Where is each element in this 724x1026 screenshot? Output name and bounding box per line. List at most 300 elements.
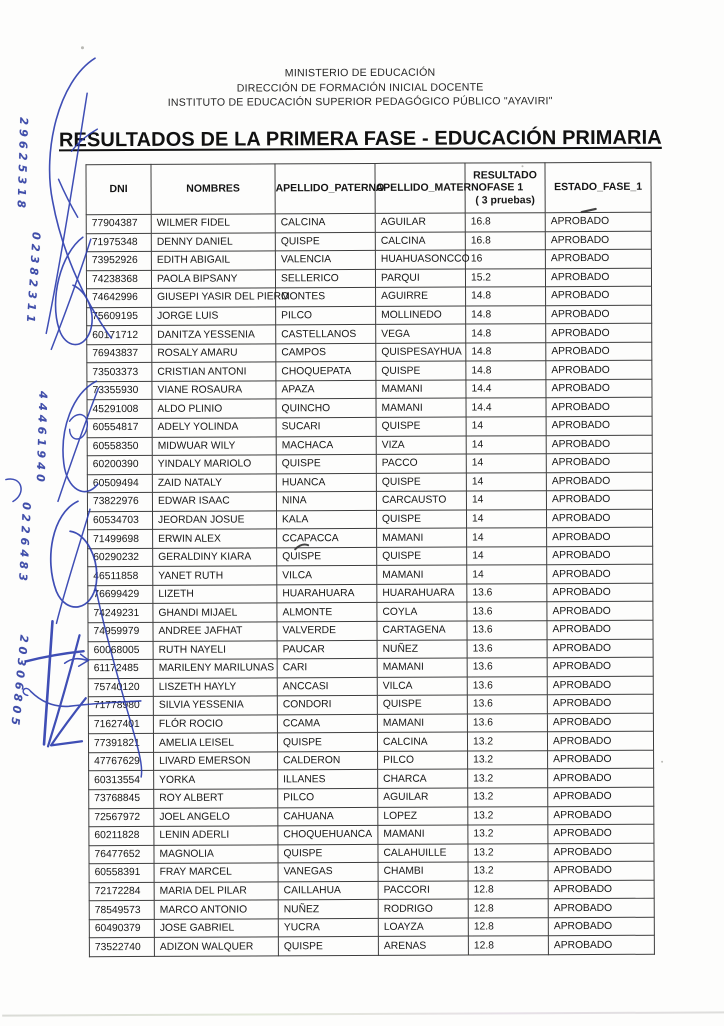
- table-row: [87, 435, 652, 456]
- cell-resultado: 13.2: [468, 825, 548, 844]
- cell-nombres: ADELY YOLINDA: [152, 418, 276, 437]
- table-row: [89, 769, 654, 790]
- cell-apellido_materno: QUISPE: [376, 417, 466, 436]
- cell-estado: APROBADO: [548, 787, 654, 806]
- cell-resultado: 14: [466, 454, 546, 473]
- col-header-apellido-paterno: APELLIDO_PATERNO: [275, 163, 375, 213]
- cell-nombres: MARCO ANTONIO: [154, 900, 278, 919]
- cell-resultado: 16: [465, 250, 545, 269]
- cell-dni: 46511858: [88, 567, 153, 586]
- cell-resultado: 13.6: [467, 676, 547, 695]
- cell-apellido_materno: LOAYZA: [378, 918, 468, 937]
- table-row: [89, 806, 654, 827]
- table-row: [89, 824, 654, 845]
- cell-nombres: YINDALY MARIOLO: [152, 455, 276, 474]
- cell-apellido_paterno: QUISPE: [278, 937, 378, 956]
- cell-dni: 74249231: [88, 604, 153, 623]
- cell-nombres: ADIZON WALQUER: [154, 937, 278, 956]
- cell-apellido_paterno: CASTELLANOS: [276, 325, 376, 344]
- cell-apellido_paterno: MONTES: [276, 288, 376, 307]
- cell-nombres: MARIA DEL PILAR: [154, 882, 278, 901]
- cell-resultado: 14.8: [466, 324, 546, 343]
- table-row: [87, 453, 652, 474]
- cell-apellido_paterno: SELLERICO: [275, 269, 375, 288]
- cell-apellido_paterno: CALCINA: [275, 213, 375, 232]
- cell-estado: APROBADO: [545, 268, 651, 287]
- cell-apellido_paterno: VANEGAS: [278, 863, 378, 882]
- table-row: [87, 286, 652, 307]
- cell-apellido_paterno: NINA: [276, 492, 376, 511]
- table-row: [86, 249, 651, 270]
- table-row: [89, 861, 654, 882]
- cell-apellido_materno: NUÑEZ: [377, 640, 467, 659]
- cell-estado: APROBADO: [546, 472, 652, 491]
- cell-dni: 74959979: [88, 622, 153, 641]
- cell-dni: 60558350: [87, 437, 152, 456]
- cell-apellido_materno: CALCINA: [377, 732, 467, 751]
- cell-nombres: JOEL ANGELO: [154, 807, 278, 826]
- cell-apellido_materno: RODRIGO: [378, 899, 468, 918]
- cell-dni: 73503373: [87, 363, 152, 382]
- cell-dni: 60558391: [89, 864, 154, 883]
- header-row: [86, 162, 651, 214]
- cell-nombres: ROY ALBERT: [154, 789, 278, 808]
- col-header-dni: DNI: [86, 164, 151, 214]
- cell-apellido_materno: COYLA: [377, 603, 467, 622]
- resultado-line1: RESULTADO: [473, 168, 537, 182]
- cell-resultado: 12.8: [468, 880, 548, 899]
- cell-dni: 73355930: [87, 381, 152, 400]
- cell-dni: 60554817: [87, 418, 152, 437]
- cell-apellido_paterno: YUCRA: [278, 918, 378, 937]
- handwritten-number: 02382311: [23, 231, 43, 328]
- results-table: [85, 162, 654, 957]
- cell-estado: APROBADO: [546, 509, 652, 528]
- cell-dni: 60313554: [89, 771, 154, 790]
- letterhead: [0, 64, 722, 111]
- cell-dni: 71499698: [88, 530, 153, 549]
- cell-dni: 75609195: [87, 307, 152, 326]
- cell-dni: 71627401: [88, 715, 153, 734]
- cell-estado: APROBADO: [547, 676, 653, 695]
- cell-resultado: 13.2: [468, 862, 548, 881]
- document-title: RESULTADOS DE LA PRIMERA FASE - EDUCACIÓN PRIMARIA: [58, 126, 662, 152]
- cell-estado: APROBADO: [546, 342, 652, 361]
- resultado-line2: FASE 1: [486, 181, 524, 194]
- cell-apellido_materno: VEGA: [376, 324, 466, 343]
- cell-estado: APROBADO: [546, 490, 652, 509]
- cell-estado: APROBADO: [546, 453, 652, 472]
- cell-apellido_paterno: CCAMA: [277, 714, 377, 733]
- cell-nombres: EDITH ABIGAIL: [151, 251, 275, 270]
- cell-apellido_materno: MAMANI: [377, 658, 467, 677]
- cell-dni: 77391821: [88, 734, 153, 753]
- cell-apellido_paterno: VILCA: [277, 566, 377, 585]
- cell-apellido_paterno: CCAPACCA: [277, 529, 377, 548]
- cell-apellido_paterno: ILLANES: [278, 770, 378, 789]
- cell-nombres: YANET RUTH: [153, 566, 277, 585]
- cell-resultado: 13.2: [468, 788, 548, 807]
- table-row: [87, 305, 652, 326]
- table-row: [88, 732, 653, 753]
- cell-apellido_materno: QUISPE: [376, 510, 466, 529]
- cell-estado: APROBADO: [548, 880, 654, 899]
- cell-apellido_paterno: QUISPE: [277, 733, 377, 752]
- cell-estado: APROBADO: [546, 435, 652, 454]
- table-row: [86, 268, 651, 289]
- cell-nombres: EDWAR ISAAC: [152, 492, 276, 511]
- cell-apellido_materno: MAMANI: [377, 565, 467, 584]
- scan-edge-line: [2, 1011, 724, 1016]
- cell-apellido_paterno: KALA: [276, 510, 376, 529]
- cell-resultado: 13.6: [467, 658, 547, 677]
- cell-apellido_paterno: CHOQUEPATA: [276, 362, 376, 381]
- cell-apellido_materno: AGUILAR: [378, 788, 468, 807]
- cell-apellido_paterno: QUISPE: [275, 232, 375, 251]
- cell-dni: 76943837: [87, 344, 152, 363]
- cell-estado: APROBADO: [548, 806, 654, 825]
- cell-apellido_paterno: VALENCIA: [275, 251, 375, 270]
- cell-estado: APROBADO: [547, 565, 653, 584]
- cell-nombres: SILVIA YESSENIA: [153, 696, 277, 715]
- cell-resultado: 13.6: [467, 713, 547, 732]
- cell-nombres: DENNY DANIEL: [151, 232, 275, 251]
- cell-estado: APROBADO: [548, 769, 654, 788]
- cell-nombres: FRAY MARCEL: [154, 863, 278, 882]
- cell-apellido_materno: PARQUI: [375, 269, 465, 288]
- cell-nombres: GERALDINY KIARA: [153, 548, 277, 567]
- document-title-wrap: [0, 126, 722, 152]
- cell-apellido_paterno: CALDERON: [278, 751, 378, 770]
- cell-dni: 60509494: [87, 474, 152, 493]
- table-row: [88, 546, 653, 567]
- cell-estado: APROBADO: [546, 379, 652, 398]
- signature-middle: [5, 381, 99, 501]
- cell-resultado: 15.2: [465, 268, 545, 287]
- table-row: [87, 379, 652, 400]
- cell-apellido_materno: QUISPE: [377, 547, 467, 566]
- table-row: [88, 657, 653, 678]
- table-row: [87, 398, 652, 419]
- table-row: [89, 917, 654, 938]
- cell-dni: 73522740: [89, 938, 154, 957]
- cell-dni: 71778980: [88, 697, 153, 716]
- cell-estado: APROBADO: [548, 824, 654, 843]
- cell-estado: APROBADO: [546, 398, 652, 417]
- cell-nombres: LIVARD EMERSON: [154, 752, 278, 771]
- cell-dni: 75740120: [88, 678, 153, 697]
- cell-dni: 74238368: [86, 270, 151, 289]
- cell-resultado: 14.8: [466, 361, 546, 380]
- cell-resultado: 13.2: [468, 751, 548, 770]
- cell-resultado: 12.8: [468, 899, 548, 918]
- cell-apellido_materno: HUARAHUARA: [377, 584, 467, 603]
- cell-apellido_paterno: ANCCASI: [277, 677, 377, 696]
- cell-dni: 60490379: [89, 919, 154, 938]
- cell-apellido_materno: CARCAUSTO: [376, 491, 466, 510]
- cell-apellido_materno: MAMANI: [377, 714, 467, 733]
- cell-apellido_materno: AGUIRRE: [376, 287, 466, 306]
- table-row: [88, 583, 653, 604]
- cell-dni: 47767629: [89, 752, 154, 771]
- cell-resultado: 12.8: [468, 936, 548, 955]
- cell-resultado: 14: [467, 528, 547, 547]
- org-line-institute: INSTITUTO DE EDUCACIÓN SUPERIOR PEDAGÓGICO PÚBLICO "AYAVIRI": [167, 95, 553, 110]
- cell-apellido_paterno: CAILLAHUA: [278, 881, 378, 900]
- cell-dni: 73952926: [86, 252, 151, 271]
- cell-estado: APROBADO: [547, 546, 653, 565]
- cell-resultado: 13.6: [467, 695, 547, 714]
- cell-apellido_materno: PILCO: [378, 751, 468, 770]
- col-header-nombres: NOMBRES: [151, 164, 275, 215]
- cell-dni: 60534703: [87, 511, 152, 530]
- cell-nombres: YORKA: [154, 770, 278, 789]
- cell-apellido_paterno: NUÑEZ: [278, 900, 378, 919]
- cell-dni: 60171712: [87, 326, 152, 345]
- cell-apellido_paterno: MACHACA: [276, 436, 376, 455]
- cell-apellido_paterno: QUINCHO: [276, 399, 376, 418]
- cell-nombres: RUTH NAYELI: [153, 640, 277, 659]
- cell-apellido_materno: CALAHUILLE: [378, 844, 468, 863]
- cell-estado: APROBADO: [545, 249, 651, 268]
- cell-estado: APROBADO: [548, 917, 654, 936]
- cell-estado: APROBADO: [545, 212, 651, 231]
- cell-resultado: 14.8: [466, 287, 546, 306]
- cell-resultado: 13.2: [468, 806, 548, 825]
- handwritten-number: 20306805: [8, 634, 31, 730]
- cell-nombres: JEORDAN JOSUE: [152, 511, 276, 530]
- table-row: [87, 472, 652, 493]
- cell-apellido_paterno: CAHUANA: [278, 807, 378, 826]
- cell-nombres: GIUSEPI YASIR DEL PIERO: [152, 288, 276, 307]
- table-row: [87, 324, 652, 345]
- cell-nombres: MIDWUAR WILY: [152, 436, 276, 455]
- cell-nombres: AMELIA LEISEL: [153, 733, 277, 752]
- cell-apellido_materno: CARTAGENA: [377, 621, 467, 640]
- paper-speck: [81, 46, 84, 49]
- paper-speck: [661, 761, 663, 763]
- cell-estado: APROBADO: [546, 416, 652, 435]
- cell-apellido_paterno: QUISPE: [278, 844, 378, 863]
- cell-apellido_paterno: QUISPE: [276, 455, 376, 474]
- cell-dni: 45291008: [87, 400, 152, 419]
- cell-apellido_materno: QUISPE: [376, 473, 466, 492]
- resultado-line3: ( 3 pruebas): [475, 194, 535, 207]
- cell-estado: APROBADO: [548, 843, 654, 862]
- cell-apellido_materno: VIZA: [376, 436, 466, 455]
- cell-nombres: MARILENY MARILUNAS: [153, 659, 277, 678]
- org-line-ministry: MINISTERIO DE EDUCACIÓN: [284, 66, 436, 80]
- cell-dni: 60200390: [87, 456, 152, 475]
- table-row: [88, 713, 653, 734]
- cell-nombres: GHANDI MIJAEL: [153, 603, 277, 622]
- cell-apellido_materno: MOLLINEDO: [376, 306, 466, 325]
- cell-nombres: ANDREE JAFHAT: [153, 622, 277, 641]
- table-row: [89, 843, 654, 864]
- cell-dni: 72567972: [89, 808, 154, 827]
- cell-dni: 74642996: [87, 289, 152, 308]
- cell-estado: APROBADO: [547, 528, 653, 547]
- handwritten-number: 0226483: [15, 501, 33, 586]
- cell-estado: APROBADO: [548, 898, 654, 917]
- cell-apellido_materno: CHAMBI: [378, 862, 468, 881]
- cell-apellido_materno: CALCINA: [375, 232, 465, 251]
- cell-apellido_paterno: CONDORI: [277, 696, 377, 715]
- cell-resultado: 14.8: [466, 305, 546, 324]
- cell-apellido_materno: LOPEZ: [378, 807, 468, 826]
- cell-estado: APROBADO: [547, 732, 653, 751]
- table-row: [89, 750, 654, 771]
- cell-apellido_materno: QUISPE: [376, 361, 466, 380]
- cell-apellido_paterno: HUARAHUARA: [277, 584, 377, 603]
- table-row: [86, 212, 651, 233]
- cell-estado: APROBADO: [547, 583, 653, 602]
- cell-apellido_paterno: PILCO: [278, 788, 378, 807]
- cell-nombres: LENIN ADERLI: [154, 826, 278, 845]
- cell-resultado: 14: [467, 547, 547, 566]
- cell-apellido_materno: CHARCA: [378, 769, 468, 788]
- cell-nombres: ROSALY AMARU: [152, 344, 276, 363]
- cell-resultado: 14: [466, 509, 546, 528]
- cell-estado: APROBADO: [546, 324, 652, 343]
- table-row: [87, 361, 652, 382]
- handwritten-number: 44461940: [33, 390, 50, 487]
- cell-resultado: 14: [466, 472, 546, 491]
- cell-apellido_paterno: CARI: [277, 659, 377, 678]
- cell-apellido_paterno: APAZA: [276, 380, 376, 399]
- cell-estado: APROBADO: [548, 936, 654, 955]
- cell-estado: APROBADO: [547, 694, 653, 713]
- cell-resultado: 14.4: [466, 398, 546, 417]
- cell-nombres: VIANE ROSAURA: [152, 381, 276, 400]
- cell-apellido_materno: PACCO: [376, 454, 466, 473]
- table-row: [88, 565, 653, 586]
- cell-dni: 76477652: [89, 845, 154, 864]
- cell-estado: APROBADO: [546, 361, 652, 380]
- cell-nombres: LISZETH HAYLY: [153, 678, 277, 697]
- cell-nombres: JORGE LUIS: [152, 307, 276, 326]
- table-row: [89, 880, 654, 901]
- cell-apellido_materno: MAMANI: [378, 825, 468, 844]
- cell-apellido_materno: ARENAS: [378, 936, 468, 955]
- cell-apellido_paterno: QUISPE: [277, 547, 377, 566]
- col-header-estado: ESTADO_FASE_1: [545, 162, 651, 212]
- cell-nombres: DANITZA YESSENIA: [152, 325, 276, 344]
- cell-estado: APROBADO: [547, 657, 653, 676]
- cell-resultado: 13.2: [468, 843, 548, 862]
- cell-apellido_paterno: VALVERDE: [277, 621, 377, 640]
- table-row: [87, 490, 652, 511]
- cell-estado: APROBADO: [546, 286, 652, 305]
- table-row: [89, 936, 654, 957]
- signature-bottom: [25, 621, 86, 746]
- cell-nombres: PAOLA BIPSANY: [151, 270, 275, 289]
- cell-resultado: 13.6: [467, 621, 547, 640]
- cell-dni: 77904387: [86, 214, 151, 233]
- cell-resultado: 14: [466, 435, 546, 454]
- table-row: [88, 694, 653, 715]
- table-row: [88, 602, 653, 623]
- col-header-apellido-materno: APELLIDO_MATERNO: [375, 163, 465, 213]
- cell-resultado: 14.4: [466, 380, 546, 399]
- org-line-direction: DIRECCIÓN DE FORMACIÓN INICIAL DOCENTE: [236, 81, 484, 95]
- results-table-head: [86, 162, 651, 214]
- cell-dni: 60290232: [88, 548, 153, 567]
- cell-apellido_materno: VILCA: [377, 677, 467, 696]
- cell-apellido_materno: AGUILAR: [375, 213, 465, 232]
- cell-dni: 71975348: [86, 233, 151, 252]
- cell-nombres: ZAID NATALY: [152, 474, 276, 493]
- cell-resultado: 14: [467, 565, 547, 584]
- cell-dni: 61172485: [88, 660, 153, 679]
- cell-apellido_materno: MAMANI: [376, 380, 466, 399]
- cell-apellido_paterno: ALMONTE: [277, 603, 377, 622]
- cell-nombres: WILMER FIDEL: [151, 214, 275, 233]
- cell-resultado: 13.2: [467, 732, 547, 751]
- cell-apellido_materno: PACCORI: [378, 881, 468, 900]
- table-row: [87, 416, 652, 437]
- cell-resultado: 13.2: [468, 769, 548, 788]
- cell-resultado: 14.8: [466, 343, 546, 362]
- cell-apellido_materno: HUAHUASONCCO: [375, 250, 465, 269]
- cell-resultado: 12.8: [468, 917, 548, 936]
- cell-estado: APROBADO: [548, 750, 654, 769]
- cell-estado: APROBADO: [546, 305, 652, 324]
- cell-resultado: 16.8: [465, 213, 545, 232]
- table-row: [86, 231, 651, 252]
- cell-estado: APROBADO: [547, 620, 653, 639]
- cell-apellido_paterno: CHOQUEHUANCA: [278, 825, 378, 844]
- cell-dni: 73822976: [87, 493, 152, 512]
- cell-nombres: JOSE GABRIEL: [154, 919, 278, 938]
- cell-dni: 72172284: [89, 882, 154, 901]
- cell-nombres: ALDO PLINIO: [152, 399, 276, 418]
- cell-apellido_paterno: PILCO: [276, 306, 376, 325]
- cell-resultado: 13.6: [467, 639, 547, 658]
- cell-apellido_paterno: PAUCAR: [277, 640, 377, 659]
- cell-apellido_paterno: SUCARI: [276, 417, 376, 436]
- cell-dni: 60211828: [89, 826, 154, 845]
- cell-apellido_materno: MAMANI: [377, 528, 467, 547]
- cell-dni: 76699429: [88, 585, 153, 604]
- table-row: [88, 639, 653, 660]
- cell-apellido_materno: MAMANI: [376, 399, 466, 418]
- cell-dni: 78549573: [89, 901, 154, 920]
- cell-estado: APROBADO: [547, 602, 653, 621]
- cell-nombres: MAGNOLIA: [154, 844, 278, 863]
- cell-nombres: FLÓR ROCIO: [153, 715, 277, 734]
- table-row: [88, 528, 653, 549]
- cell-apellido_materno: QUISPE: [377, 695, 467, 714]
- cell-resultado: 13.6: [467, 602, 547, 621]
- cell-dni: 60068005: [88, 641, 153, 660]
- cell-nombres: CRISTIAN ANTONI: [152, 362, 276, 381]
- cell-estado: APROBADO: [545, 231, 651, 250]
- cell-resultado: 16.8: [465, 231, 545, 250]
- table-row: [87, 342, 652, 363]
- cell-estado: APROBADO: [547, 639, 653, 658]
- handwritten-number: 29625318: [14, 117, 31, 213]
- table-row: [89, 787, 654, 808]
- table-row: [89, 898, 654, 919]
- cell-apellido_materno: QUISPESAYHUA: [376, 343, 466, 362]
- cell-apellido_paterno: CAMPOS: [276, 343, 376, 362]
- cell-apellido_paterno: HUANCA: [276, 473, 376, 492]
- cell-resultado: 13.6: [467, 584, 547, 603]
- table-row: [87, 509, 652, 530]
- cell-nombres: LIZETH: [153, 585, 277, 604]
- table-row: [88, 676, 653, 697]
